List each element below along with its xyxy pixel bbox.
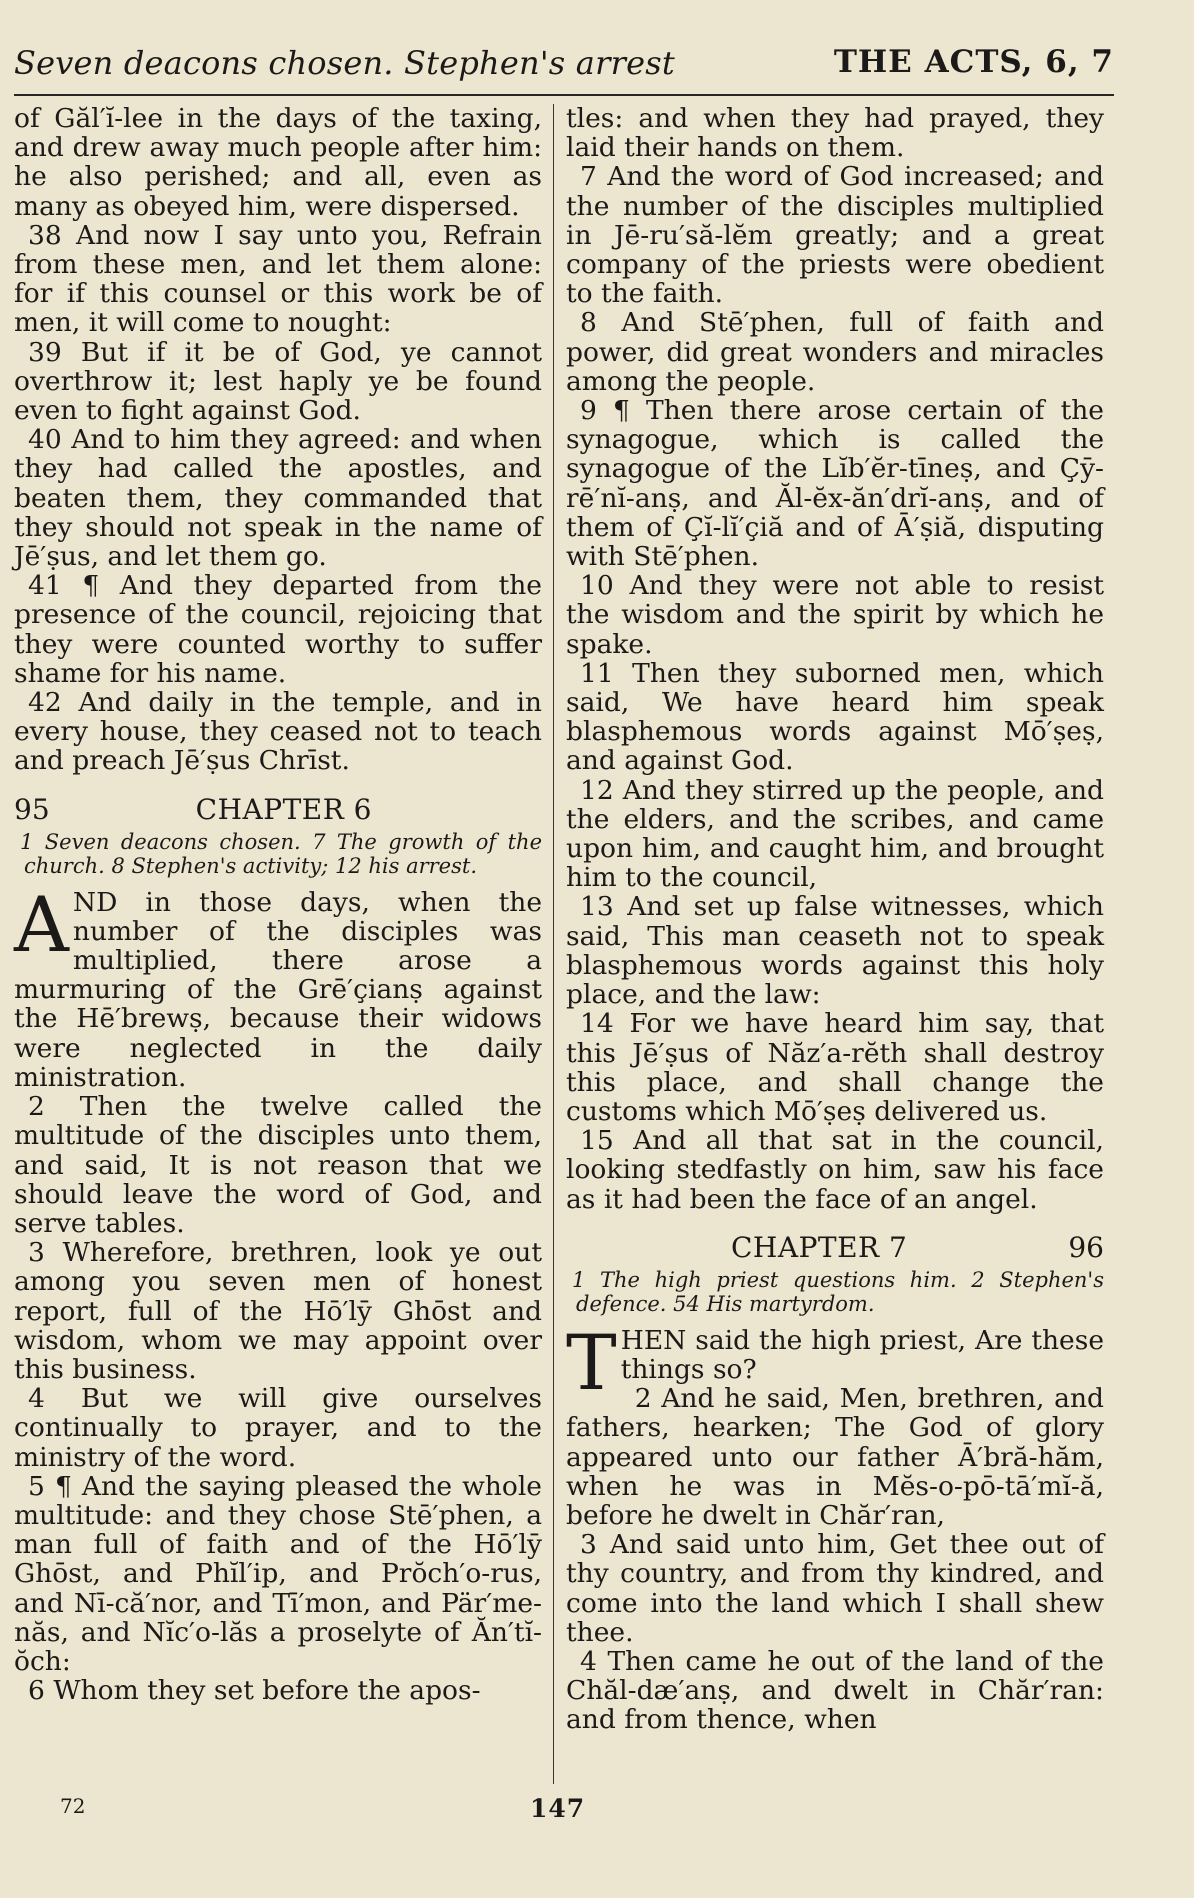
verse: 4 Then came he out of the land of the Chăl-dæ′anṣ, and dwelt in Chăr′ran: and from thence, when [566,1645,1104,1736]
verse: 2 Then the twelve called the multitude of the disciples unto them, and said, It is not reason that we should leave the word of God, and serve tables. [14,1091,542,1239]
verse: 40 And to him they agreed: and when they had called the apostles, and beaten them, they commanded that they should not speak in the name of Jē′ṣus, and let them go. [14,424,542,573]
column-divider [553,104,554,1784]
left-column [14,104,542,1705]
verse: 6 Whom they set before the apos- [28,1675,481,1707]
verse: 42 And daily in the temple, and in every house, they ceased not to teach and preach Jē′ṣus Chrīst. [14,687,542,777]
verse: 3 And said unto him, Get thee out of thy country, and from thy kindred, and come into the land which I shall shew thee. [566,1529,1104,1648]
drop-cap: A [14,879,69,969]
chapter-heading [14,794,542,826]
verse: 7 And the word of God increased; and the number of the disciples multiplied in Jē-ru′să-lĕm greatly; and a great company of the priests were obedient to the faith. [566,161,1104,310]
chapter-opening-verse: AND in those days, when the number of the disciples was multiplied, there arose a murmuring of the Grē′çianṣ against the Hē′brewṣ, because their widows were neglected in the daily ministration. [14,879,542,1093]
verse: 10 And they were not able to resist the wisdom and the spirit by which he spake. [566,570,1104,660]
running-header [14,38,1114,96]
chapter-heading [566,1232,1104,1264]
header-section-title: Seven deacons chosen. Stephen's arrest [14,44,675,82]
verse: tles: and when they had prayed, they laid their hands on them. [566,103,1104,164]
right-column [566,104,1104,1735]
drop-cap: T [566,1317,617,1407]
verse: 13 And set up false witnesses, which said, This man ceaseth not to speak blasphemous words against this holy place, and the law: [566,891,1104,1011]
chapter-side-number: 95 [14,792,50,826]
verse: 14 For we have heard him say, that this Jē′ṣus of Năz′a-rĕth shall destroy this place, and shall change the customs which Mō′ṣeṣ delivered us. [566,1008,1104,1127]
verse: 11 Then they suborned men, which said, We have heard him speak blasphemous words against Mō′ṣeṣ, and against God. [566,657,1104,777]
footer-small-number: 72 [60,1794,86,1818]
verse: of Găl′ĭ-lee in the days of the taxing, and drew away much people after him: he also perished; and all, even as many as obeyed him, were dispersed. [14,103,542,222]
chapter-title: CHAPTER 6 [195,792,372,826]
verse: 9 ¶ Then there arose certain of the synagogue, which is called the synagogue of the Lĭb′ĕr-tīneṣ, and Çȳ-rē′nĭ-anṣ, and Ăl-ĕx-ăn′drĭ-anṣ, and of them of Çĭ-lĭ′çiă and of Ā′ṣiă, disputing with Stē′phen. [566,395,1104,573]
verse: 8 And Stē′phen, full of faith and power, did great wonders and miracles among the people. [566,307,1104,397]
chapter-opening-verse: THEN said the high priest, Are these things so? [566,1317,1104,1407]
verse: 3 Wherefore, brethren, look ye out among you seven men of honest report, full of the Hō′lȳ Ghōst and wisdom, whom we may appoint over this business. [14,1237,542,1385]
verse: 38 And now I say unto you, Refrain from these men, and let them alone: for if this counsel or this work be of men, it will come to nought: [14,219,542,339]
chapter-title: CHAPTER 7 [731,1230,908,1264]
page-number: 147 [530,1794,586,1823]
verse: 41 ¶ And they departed from the presence of the council, rejoicing that they were counted worthy to suffer shame for his name. [14,570,542,689]
verse: 5 ¶ And the saying pleased the whole multitude: and they chose Stē′phen, a man full of faith and of the Hō′lȳ Ghōst, and Phĭl′ip, and Prŏch′o-rus, and Nī-că′nor, and Tī′mon, and Pär′me-năs, and Nĭc′o-lăs a proselyte of Ăn′tĭ-ŏch: [14,1470,542,1677]
header-book-chapter: THE ACTS, 6, 7 [833,44,1114,80]
verse: 39 But if it be of God, ye cannot overthrow it; lest haply ye be found even to fight against God. [14,336,542,427]
chapter-summary: 1 Seven deacons chosen. 7 The growth of the church. 8 Stephen's activity; 12 his arrest. [20,829,542,878]
verse: 2 And he said, Men, brethren, and fathers, hearken; The God of glory appeared unto our father Ā′bră-hăm, when he was in Mĕs-o-pō-tā′mĭ-ă, before he dwelt in Chăr′ran, [566,1383,1104,1531]
chapter-summary: 1 The high priest questions him. 2 Stephen's defence. 54 His martyrdom. [572,1267,1104,1316]
chapter-side-number: 96 [1068,1230,1104,1264]
verse: 4 But we will give ourselves continually to prayer, and to the ministry of the word. [14,1383,542,1473]
verse: 15 And all that sat in the council, looking stedfastly on him, saw his face as it had been the face of an angel. [566,1125,1104,1215]
verse: 12 And they stirred up the people, and the elders, and the scribes, and came upon him, and caught him, and brought him to the council, [566,774,1104,894]
